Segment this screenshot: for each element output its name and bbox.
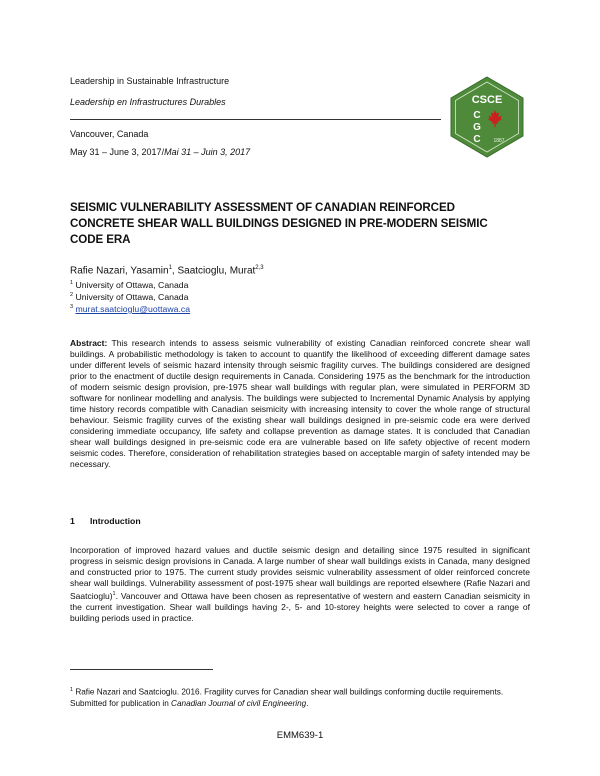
affiliation-2: $^2$ University of Ottawa, Canada: [70, 292, 189, 302]
paper-title: SEISMIC VULNERABILITY ASSESSMENT OF CANADIAN REINFORCED CONCRETE SHEAR WALL BUILDINGS DESIGNED IN PRE-MODERN SEISMIC CODE ERA: [70, 201, 488, 246]
logo-letter-2: G: [473, 122, 481, 133]
logo-top-text: CSCE: [471, 94, 503, 106]
conference-name-fr: Leadership en Infrastructures Durables: [70, 97, 226, 107]
abstract-text: This research intends to assess seismic vulnerability of existing Canadian reinforced concrete shear wall buildings. A probabilistic methodology is taken to account to quantify the likelihood of exceeding different damage sates under different levels of seismic hazard intensity through seismic fragility curves. The buildings considered are designed prior to the enactment of ductile design requirements in Canada. Considering 1975 as the benchmark for the introduction of modern seismic design provision, pre-1975 shear wall buildings with regular plan, were simulated in PERFORM 3D software for nonlinear modelling and analysis. The buildings were subjected to Incremental Dynamic Analysis by applying time history records compatible with Canadian seismicity with increasing intensity to cover the whole range of structural behaviour. Seismic fragility curves of the existing shear wall buildings designed in pre-seismic code era were derived considering immediate occupancy, life safety and collapse prevention as damage states. It is concluded that Canadian shear wall buildings designed in pre-seismic code era are vulnerable based on life safety objective of recent modern seismic codes. Therefore, consideration of rehabilitation strategies based on acceptable margin of safety intended may be necessary.: [70, 338, 530, 469]
author-2: Saatcioglu, Murat: [177, 265, 256, 277]
author-email-link[interactable]: murat.saatcioglu@uottawa.ca: [75, 304, 191, 314]
intro-paragraph: Incorporation of improved hazard values and ductile seismic design and detailing since 1975 resulted in significant progress in seismic design provisions in Canada. A large number of shear wall buildings exists in Canada, many designed and constructed prior to 1975. The current study provides seismic vulnerability assessment of older reinforced concrete shear wall buildings. Vulnerability assessment of post-1975 shear wall buildings are reported elsewhere (Rafie Nazari and Saatcioglu)$^1$. Vancouver and Ottawa have been chosen as representative of western and eastern Canadian seismicity in the current investigation. Shear wall buildings having 2-, 5- and 10-storey heights were selected to cover a range of building periods used in practice.: [70, 545, 530, 623]
header-divider: [70, 119, 441, 120]
csce-logo: [446, 76, 528, 158]
dates-fr: Mai 31 – Juin 3, 2017: [164, 147, 251, 157]
author-1-sup: 1: [168, 265, 172, 271]
logo-letter-1: C: [473, 110, 481, 121]
abstract-label: Abstract:: [70, 338, 108, 348]
author-1: Rafie Nazari, Yasamin: [70, 265, 169, 277]
logo-letter-3: C: [473, 134, 481, 145]
section-number: 1: [70, 516, 75, 526]
footnote-ref: 1: [112, 591, 116, 597]
affiliation-1: $^1$ University of Ottawa, Canada: [70, 280, 189, 290]
author-2-sup: 2,3: [255, 265, 264, 271]
footnote-divider: [70, 669, 213, 670]
abstract: [70, 338, 530, 470]
conference-name-en: Leadership in Sustainable Infrastructure: [70, 76, 230, 86]
journal-name: Canadian Journal of civil Engineering: [171, 698, 307, 708]
affiliation-3: $^3$ murat.saatcioglu@uottawa.ca: [70, 304, 191, 314]
logo-year: 1887: [493, 138, 505, 144]
page-number: EMM639-1: [276, 730, 324, 741]
conference-dates: [70, 147, 250, 157]
dates-en: May 31 – June 3, 2017/: [70, 147, 165, 157]
section-heading: [70, 516, 141, 526]
conference-location: Vancouver, Canada: [70, 129, 149, 139]
author-line: Rafie Nazari, Yasamin$^1$, Saatcioglu, Murat$^{2,3}$: [70, 265, 264, 277]
section-title: Introduction: [90, 516, 141, 526]
footnote: $^1$ Rafie Nazari and Saatcioglu. 2016. Fragility curves for Canadian shear wall buildings conforming ductile requirements. Submitted for publication in Canadian Journal of civil Engineering.: [70, 687, 504, 708]
